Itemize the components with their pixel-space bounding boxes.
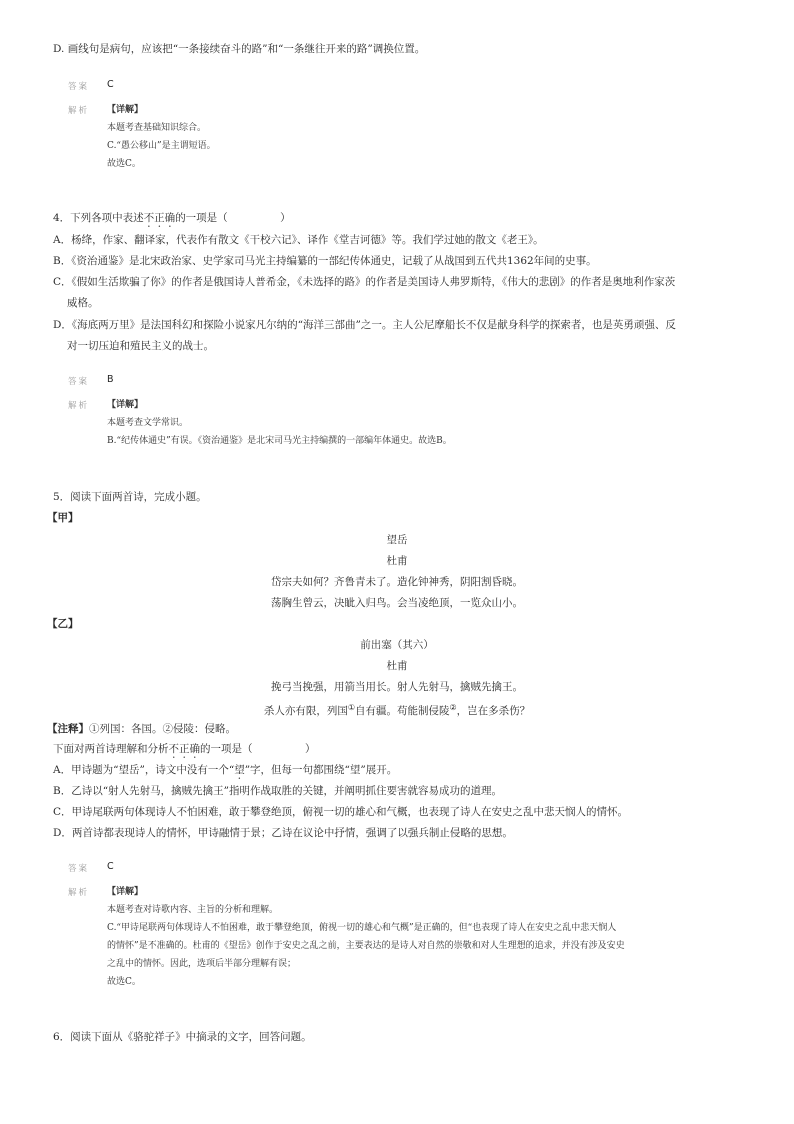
q5-explanation-line: C.“甲诗尾联两句体现诗人不怕困难，敢于攀登绝顶，俯视一切的雄心和气概”是正确的，但“也表现了诗人在安史之乱中悲天悯人 [107, 923, 617, 933]
q4-stem-emphasis: 不正确 [143, 212, 176, 224]
q5-option-a-emphasis: 望 [234, 764, 245, 776]
poem2-line-part: 杀人亦有限，列国 [263, 705, 348, 717]
q4-explanation-line: 本题考查文学常识。 [107, 418, 189, 428]
q4-answer-label: 答案 [68, 377, 90, 387]
q4-option-c-cont: 威格。 [67, 297, 99, 309]
q3-answer-value: C [107, 79, 114, 90]
q5-explanation-line: 本题考查对诗歌内容、主旨的分析和理解。 [107, 905, 279, 915]
q5-detail-head: 【详解】 [107, 887, 144, 897]
note-marker: ② [449, 703, 457, 712]
poem1-author: 杜甫 [386, 555, 408, 567]
q4-option-c: C．《假如生活欺骗了你》的作者是俄国诗人普希金，《未选择的路》的作者是美国诗人弗罗斯特，《伟大的悲剧》的作者是奥地利作家茨 [53, 276, 676, 288]
q4-option-a: A．杨绛，作家、翻译家，代表作有散文《干校六记》、译作《堂吉诃德》等。我们学过她的散文《老王》。 [53, 234, 544, 246]
q5-sub-stem [53, 742, 316, 761]
q6-stem: 6．阅读下面从《骆驼祥子》中摘录的文字，回答问题。 [53, 1031, 312, 1043]
q5-stem: 5．阅读下面两首诗，完成小题。 [53, 491, 207, 503]
q4-stem-post: 的一项是（ ） [175, 212, 291, 224]
q3-explanation-line: 故选C。 [107, 159, 141, 169]
q5-option-d: D．两首诗都表现诗人的情怀，甲诗融情于景；乙诗在议论中抒情，强调了以强兵制止侵略的思想。 [53, 827, 513, 839]
q3-option-d: D. 画线句是病句，应该把“一条接续奋斗的路”和“一条继往开来的路”调换位置。 [53, 43, 426, 55]
q3-detail-head: 【详解】 [107, 105, 144, 115]
poem1-line: 荡胸生曾云，决眦入归鸟。会当凌绝顶，一览众山小。 [271, 597, 523, 609]
q5-option-c: C．甲诗尾联两句体现诗人不怕困难，敢于攀登绝顶，俯视一切的雄心和气概，也表现了诗人在安史之乱中悲天悯人的情怀。 [53, 806, 629, 818]
poem2-author: 杜甫 [386, 660, 408, 672]
q5-sub-stem-post: 的一项是（ ） [200, 743, 316, 755]
q5-option-b: B．乙诗以“射人先射马，擒贼先擒王”指明作战取胜的关键，并阐明抓住要害就容易成功的道理。 [53, 785, 502, 797]
q5-sub-stem-emphasis: 不正确 [168, 743, 200, 755]
poem2-line: 挽弓当挽强，用箭当用长。射人先射马，擒贼先擒王。 [271, 681, 523, 693]
q4-option-d-cont: 对一切压迫和殖民主义的战士。 [67, 340, 214, 352]
poem-notes [47, 722, 236, 736]
q5-answer-value: C [107, 861, 114, 872]
poem2-title: 前出塞（其六） [360, 639, 434, 651]
q5-explanation-line: 的情怀”是不准确的。杜甫的《望岳》创作于安史之乱之前，主要表达的是诗人对自然的崇敬和对人生理想的追求，并没有涉及安史 [107, 941, 625, 951]
q5-explanation-line: 之乱中的情怀。因此，选项后半部分理解有误； [107, 959, 297, 969]
q4-option-b: B．《资治通鉴》是北宋政治家、史学家司马光主持编纂的一部纪传体通史，记载了从战国到五代共1362年间的史事。 [53, 255, 597, 267]
q3-explanation-line: C.“愚公移山”是主谓短语。 [107, 141, 216, 151]
q5-explanation-line: 故选C。 [107, 977, 141, 987]
q4-stem [53, 211, 291, 230]
poem2-line [0, 701, 794, 718]
poem1-title: 望岳 [386, 534, 408, 546]
q5-option-a-post: ”字，但每一句都围绕“望”展开。 [244, 764, 398, 776]
note-text: ①列国：各国。②侵陵：侵略。 [89, 723, 236, 735]
q4-detail-head: 【详解】 [107, 400, 144, 410]
q5-option-a-pre: A．甲诗题为“望岳”，诗文中没有一个“ [53, 764, 235, 776]
poem2-line-part: 自有疆。苟能制侵陵 [355, 705, 450, 717]
q4-answer-value: B [107, 374, 114, 385]
poem-jia-label: 【甲】 [47, 512, 79, 524]
q3-analysis-label: 解析 [68, 106, 90, 116]
q5-option-a [53, 763, 397, 782]
q3-answer-label: 答案 [68, 82, 90, 92]
q5-analysis-label: 解析 [68, 888, 90, 898]
q4-stem-pre: 4．下列各项中表述 [53, 212, 144, 224]
q4-option-d: D．《海底两万里》是法国科幻和探险小说家凡尔纳的“海洋三部曲”之一。主人公尼摩船长不仅是献身科学的探索者，也是英勇顽强、反 [53, 319, 676, 331]
q4-analysis-label: 解析 [68, 401, 90, 411]
note-label: 【注释】 [47, 723, 89, 735]
poem1-line: 岱宗夫如何？齐鲁青未了。造化钟神秀，阴阳割昏晓。 [271, 576, 523, 588]
q3-explanation-line: 本题考查基础知识综合。 [107, 123, 207, 133]
q4-explanation-line: B.“纪传体通史”有误。《资治通鉴》是北宋司马光主持编撰的一部编年体通史。故选B。 [107, 436, 452, 446]
q5-sub-stem-pre: 下面对两首诗理解和分析 [53, 743, 169, 755]
poem-yi-label: 【乙】 [47, 618, 79, 630]
note-marker: ① [347, 703, 355, 712]
poem2-line-part: ，岂在多杀伤？ [456, 705, 531, 717]
q5-answer-label: 答案 [68, 864, 90, 874]
